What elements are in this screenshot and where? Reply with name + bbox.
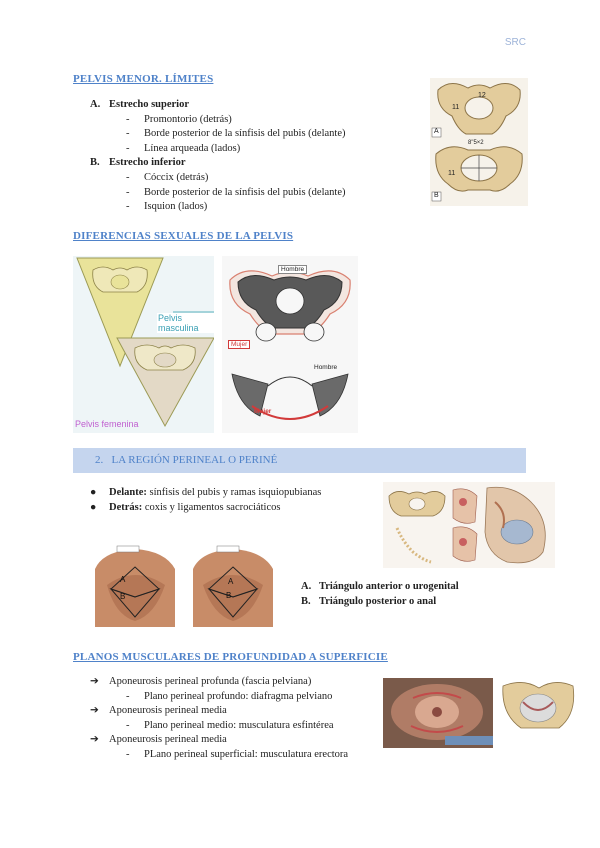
muscle-planes-list (90, 675, 380, 763)
sex-differences-triangles-figure (73, 256, 214, 433)
perineal-triangles-figure (95, 545, 273, 627)
list-item-aponeurosis-profunda: ➔ Aponeurosis perineal profunda (fascia pelviana) (90, 675, 380, 690)
sub-list-item: - Promontorio (detrás) (126, 113, 232, 125)
bullet-item-delante: ● Delante: sínfisis del pubis y ramas isquiopubianas (90, 487, 322, 498)
label-pelvis-masculina: Pelvis masculina (157, 313, 214, 333)
sub-list-item: - Plano perineal medio: musculatura esfintérea (126, 719, 334, 731)
bullet-item-detras: ● Detrás: coxis y ligamentos sacrociáticos (90, 501, 281, 513)
sub-list-item: - Borde posterior de la sínfisis del pubis (delante) (126, 186, 346, 198)
list-label: Estrecho superior (109, 99, 190, 110)
limits-list (90, 98, 430, 215)
section-title-perineal: 2. LA REGIÓN PERINEAL O PERINÉ (95, 454, 278, 466)
list-item-aponeurosis-media-2: ➔ Aponeurosis perineal media (90, 733, 380, 748)
sub-list-item: - Línea arqueada (lados) (126, 142, 241, 154)
list-item-triangulo-anterior: A. Triángulo anterior o urogenital (301, 581, 459, 592)
figure-label-a: A (434, 128, 439, 135)
section-title-planos: PLANOS MUSCULARES DE PROFUNDIDAD A SUPERFICIE (73, 651, 388, 663)
figure-label-12: 12 (478, 92, 486, 99)
triangle-label-b2: B (226, 591, 232, 600)
section-title-pelvis-menor: PELVIS MENOR. LÍMITES (73, 73, 214, 85)
section-band-perineal (73, 448, 526, 473)
label-mujer-bottom: Mujer (254, 408, 272, 415)
sub-list-item: - Borde posterior de la sínfisis del pubis (delante) (126, 128, 346, 140)
sub-list-item: - Isquion (lados) (126, 201, 208, 213)
header-tag: SRC (504, 37, 526, 48)
label-hombre-top: Hombre (278, 265, 307, 274)
sub-list-item: - Plano perineal profundo: diafragma pelviano (126, 690, 333, 702)
muscle-planes-figure (383, 678, 577, 748)
label-hombre-bottom: Hombre (314, 364, 338, 371)
list-item-triangulo-posterior: B. Triángulo posterior o anal (301, 595, 437, 607)
list-item-estrecho-superior (90, 98, 430, 113)
list-label: Estrecho inferior (109, 157, 186, 169)
triangle-label-a2: A (228, 577, 234, 586)
figure-label-dim: 8"5×2 (468, 140, 484, 146)
arrow-icon: ➔ (90, 705, 99, 717)
figure-label-11: 11 (452, 104, 460, 111)
figure-label-11b: 11 (448, 170, 456, 177)
perineal-limits-list (90, 486, 380, 515)
triangles-list (301, 580, 541, 609)
figure-label-b: B (434, 192, 439, 199)
label-mujer-mid: Mujer (228, 340, 250, 349)
list-item-aponeurosis-media: ➔ Aponeurosis perineal media (90, 704, 380, 719)
triangle-label-b: B (120, 592, 126, 601)
arrow-icon: ➔ (90, 734, 99, 746)
list-marker: A. (90, 99, 101, 110)
section-title-diferencias: DIFERENCIAS SEXUALES DE LA PELVIS (73, 230, 294, 242)
arrow-icon: ➔ (90, 676, 99, 687)
list-marker: B. (90, 157, 100, 169)
label-pelvis-femenina: Pelvis femenina (75, 419, 139, 429)
sub-list-item: - PLano perineal superficial: musculatura erectora (126, 748, 349, 760)
list-item-estrecho-inferior (90, 156, 430, 171)
sex-differences-comparison-figure (222, 256, 358, 433)
perineal-region-figure (383, 482, 555, 568)
triangle-label-a: A (120, 575, 126, 584)
sub-list-item: - Cóccix (detrás) (126, 171, 209, 183)
pelvis-limits-figure (430, 78, 528, 206)
